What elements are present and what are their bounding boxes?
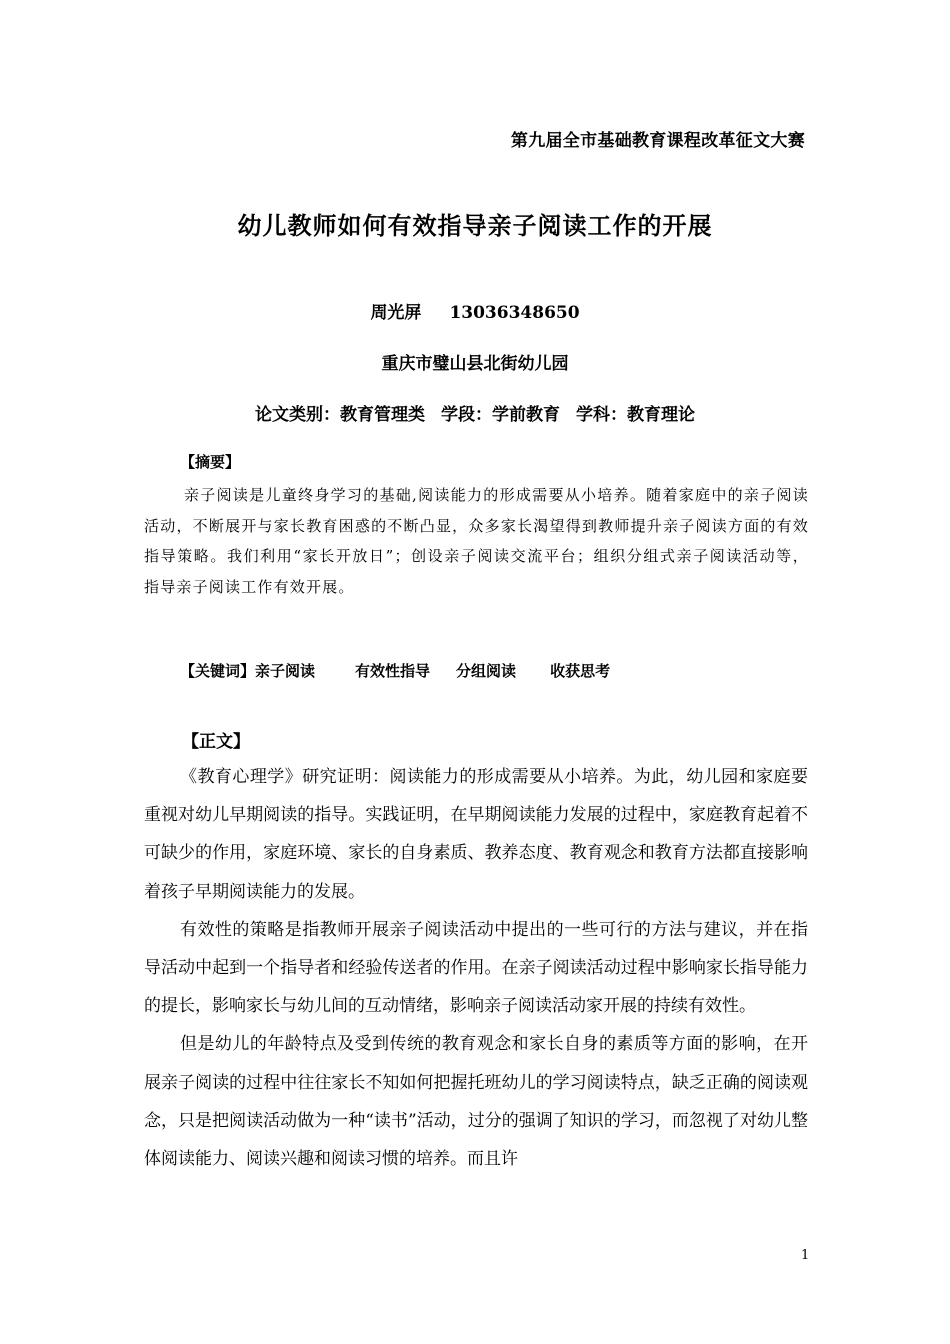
keyword-item: 分组阅读 bbox=[456, 662, 517, 680]
body-paragraph: 有效性的策略是指教师开展亲子阅读活动中提出的一些可行的方法与建议，并在指导活动中起到一个指导者和经验传送者的作用。在亲子阅读活动过程中影响家长指导能力的提长，影响家长与幼儿间的互动情绪，影响亲子阅读活动家开展的持续有效性。 bbox=[144, 919, 808, 1017]
keywords-line bbox=[180, 660, 610, 681]
body-paragraph: 但是幼儿的年龄特点及受到传统的教育观念和家长自身的素质等方面的影响，在开展亲子阅读的过程中往往家长不知如何把握托班幼儿的学习阅读特点，缺乏正确的阅读观念，只是把阅读活动做为一种“读书”活动，过分的强调了知识的学习，而忽视了对幼儿整体阅读能力、阅读兴趣和阅读习惯的培养。而且许 bbox=[144, 1034, 808, 1170]
paper-stage: 学段：学前教育 bbox=[441, 405, 560, 425]
document-title: 幼儿教师如何有效指导亲子阅读工作的开展 bbox=[237, 211, 713, 240]
paper-subject: 学科：教育理论 bbox=[576, 405, 695, 425]
author-phone: 13036348650 bbox=[449, 303, 580, 323]
paper-type: 论文类别：教育管理类 bbox=[255, 405, 425, 425]
body-paragraph: 《教育心理学》研究证明：阅读能力的形成需要从小培养。为此，幼儿园和家庭要重视对幼儿早期阅读的指导。实践证明，在早期阅读能力发展的过程中，家庭教育起着不可缺少的作用，家庭环境、家长的自身素质、教养态度、教育观念和教育方法都直接影响着孩子早期阅读能力的发展。 bbox=[144, 767, 808, 902]
keyword-item: 亲子阅读 bbox=[255, 662, 316, 680]
keywords-label: 【关键词】 bbox=[180, 662, 256, 680]
page-number: 1 bbox=[801, 1248, 810, 1263]
author-line bbox=[0, 298, 950, 323]
keyword-item: 有效性指导 bbox=[355, 662, 431, 680]
abstract-heading: 【摘要】 bbox=[180, 453, 241, 471]
abstract-text: 亲子阅读是儿童终身学习的基础,阅读能力的形成需要从小培养。随着家庭中的亲子阅读活动，不断展开与家长教育困惑的不断凸显，众多家长渴望得到教师提升亲子阅读方面的有效指导策略。我们利用“家长开放日”；创设亲子阅读交流平台；组织分组式亲子阅读活动等，指导亲子阅读工作有效开展。 bbox=[144, 486, 809, 596]
body-text bbox=[144, 758, 808, 1178]
paper-category-line bbox=[0, 400, 950, 425]
contest-header-note: 第九届全市基础教育课程改革征文大赛 bbox=[510, 131, 805, 151]
school-name: 重庆市璧山县北街幼儿园 bbox=[381, 354, 569, 374]
author-name: 周光屏 bbox=[370, 303, 422, 323]
body-heading: 【正文】 bbox=[182, 732, 250, 752]
keyword-item: 收获思考 bbox=[550, 662, 611, 680]
